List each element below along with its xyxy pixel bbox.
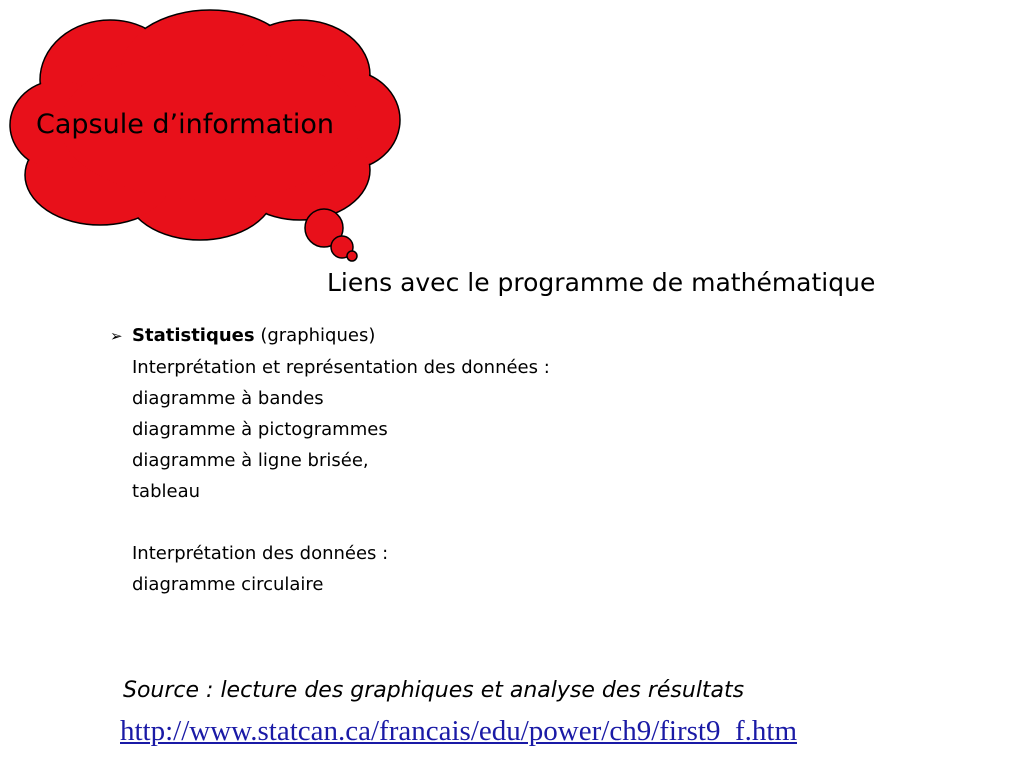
bullet-heading-suffix: (graphiques): [254, 325, 376, 346]
bullet-line: diagramme à pictogrammes: [132, 419, 388, 440]
bullet-heading: Statistiques: [132, 325, 255, 346]
bullet-line: diagramme à ligne brisée,: [132, 450, 369, 471]
source-text: Source : lecture des graphiques et analyse des résultats: [123, 678, 745, 703]
bullet-line: diagramme circulaire: [132, 574, 324, 595]
bullet-line: Interprétation et représentation des données :: [132, 357, 550, 378]
bullet-lines: [110, 352, 550, 600]
bullet-heading-line: [110, 320, 550, 352]
bullet-line: diagramme à bandes: [132, 388, 324, 409]
cloud-title: Capsule d’information: [36, 109, 334, 140]
arrow-bullet-icon: ➢: [110, 327, 123, 345]
bullet-line: tableau: [132, 481, 201, 502]
bullet-line-blank: [132, 507, 550, 538]
section-title: Liens avec le programme de mathématique: [327, 268, 876, 297]
source-link[interactable]: http://www.statcan.ca/francais/edu/power/ch9/first9_f.htm: [120, 715, 797, 747]
statistics-bullet: [110, 320, 550, 600]
bullet-line: Interprétation des données :: [132, 543, 389, 564]
